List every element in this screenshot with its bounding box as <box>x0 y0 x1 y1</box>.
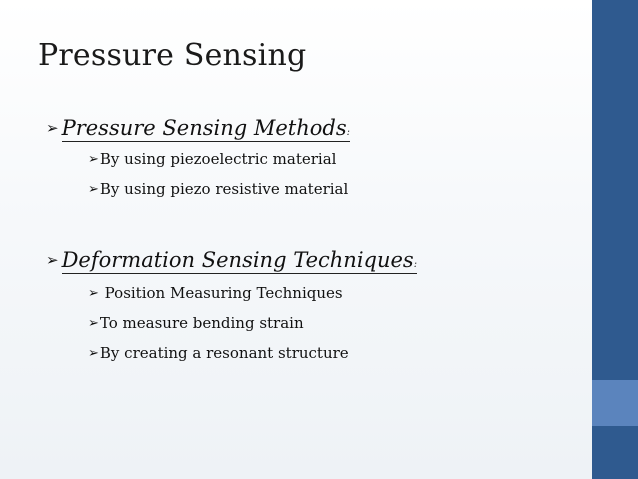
sidebar-accent-block <box>592 380 638 426</box>
arrowhead-bullet-icon: ➢ <box>88 286 99 301</box>
bullet-item <box>88 180 348 198</box>
arrowhead-bullet-icon: ➢ <box>88 316 99 331</box>
arrowhead-bullet-icon: ➢ <box>88 182 99 197</box>
arrowhead-bullet-icon: ➢ <box>46 251 59 269</box>
heading-colon: : <box>413 259 418 270</box>
bullet-item <box>88 344 349 362</box>
arrowhead-bullet-icon: ➢ <box>88 346 99 361</box>
bullet-text: To measure bending strain <box>99 314 304 332</box>
bullet-item <box>88 284 343 302</box>
section-heading-pressure-methods <box>46 116 350 142</box>
heading-colon: : <box>346 127 351 138</box>
bullet-item <box>88 150 336 168</box>
section-heading-deformation-techniques <box>46 248 417 274</box>
bullet-text: By using piezo resistive material <box>99 180 349 198</box>
slide-title: Pressure Sensing <box>38 38 307 73</box>
bullet-text: By creating a resonant structure <box>99 344 349 362</box>
arrowhead-bullet-icon: ➢ <box>46 119 59 137</box>
section-heading-label: Deformation Sensing Techniques <box>61 248 414 272</box>
bullet-text: Position Measuring Techniques <box>99 284 343 302</box>
section-heading-label: Pressure Sensing Methods <box>61 116 347 140</box>
arrowhead-bullet-icon: ➢ <box>88 152 99 167</box>
bullet-text: By using piezoelectric material <box>99 150 337 168</box>
bullet-item <box>88 314 304 332</box>
